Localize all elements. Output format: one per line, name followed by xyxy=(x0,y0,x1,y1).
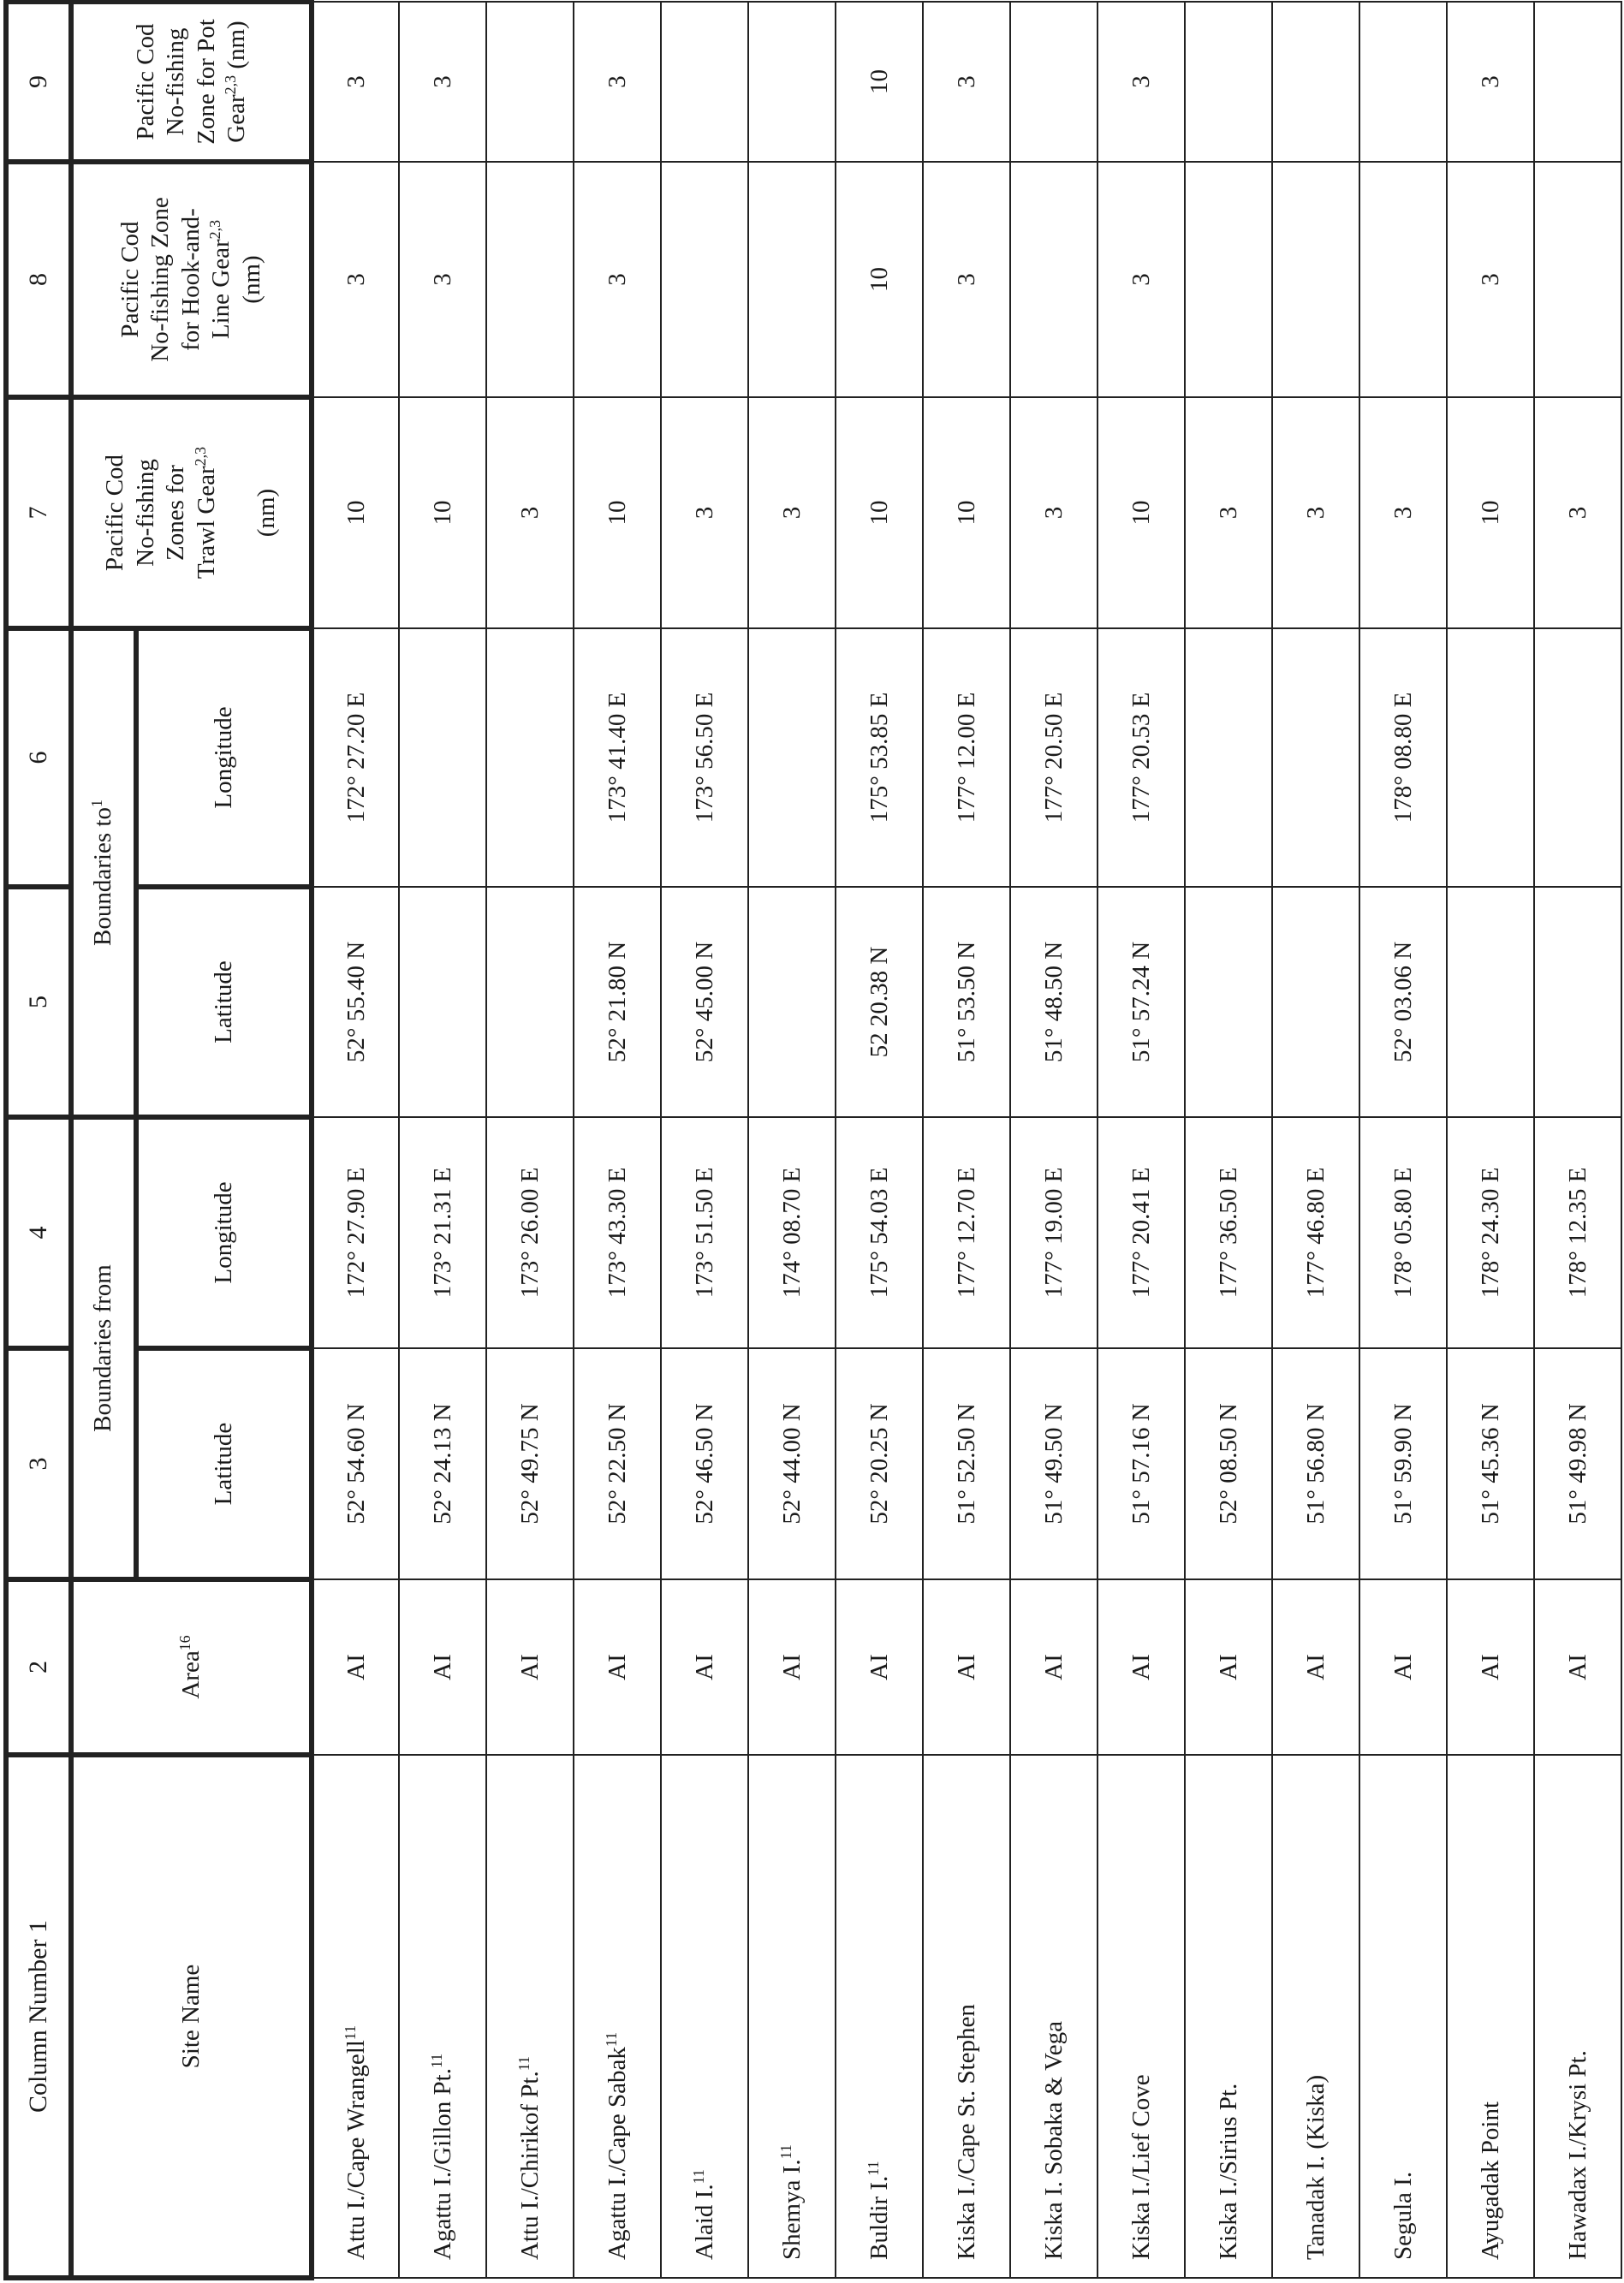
from-lon-cell: 177° 12.70 E xyxy=(923,1117,1010,1348)
from-lat-cell: 52° 24.13 N xyxy=(399,1348,486,1579)
area-cell: AI xyxy=(1272,1579,1359,1755)
pot-cell xyxy=(1534,2,1621,162)
to-lon-cell xyxy=(1534,628,1621,887)
site-name-text: Attu I./Cape Wrangell xyxy=(342,2040,370,2260)
from-lon-cell: 178° 24.30 E xyxy=(1447,1117,1534,1348)
from-lat-cell: 51° 45.36 N xyxy=(1447,1348,1534,1579)
area-cell: AI xyxy=(1359,1579,1447,1755)
hook-cell: 10 xyxy=(836,162,923,397)
hook-cell xyxy=(748,162,836,397)
site-name-text: Buldir I. xyxy=(865,2175,893,2260)
site-name-cell xyxy=(1098,1755,1185,2278)
site-footnote: 11 xyxy=(341,2024,359,2041)
area-cell: AI xyxy=(748,1579,836,1755)
to-lat-cell: 51° 48.50 N xyxy=(1010,887,1098,1117)
from-lat-cell: 51° 49.50 N xyxy=(1010,1348,1098,1579)
site-footnote: 11 xyxy=(602,2031,620,2048)
area-header xyxy=(71,1579,312,1755)
trawl-cell: 10 xyxy=(312,397,399,628)
area-cell: AI xyxy=(574,1579,661,1755)
boundaries-to-footnote: 1 xyxy=(88,800,106,808)
trawl-cell: 10 xyxy=(923,397,1010,628)
trawl-header-line4: Trawl Gear xyxy=(192,466,220,580)
from-lat-cell: 52° 54.60 N xyxy=(312,1348,399,1579)
site-footnote: 11 xyxy=(776,2144,794,2160)
site-name-text: Ayugadak Point xyxy=(1476,2101,1504,2260)
column-number-7: 7 xyxy=(6,397,71,628)
from-lon-cell: 173° 26.00 E xyxy=(486,1117,574,1348)
site-name-text: Agattu I./Gillon Pt. xyxy=(428,2068,456,2260)
to-lon-cell xyxy=(1272,628,1359,887)
hook-cell xyxy=(1272,162,1359,397)
to-lon-cell xyxy=(1185,628,1272,887)
from-lon-cell: 177° 20.41 E xyxy=(1098,1117,1185,1348)
site-name-text: Segula I. xyxy=(1389,2171,1417,2260)
area-cell: AI xyxy=(923,1579,1010,1755)
site-name-cell xyxy=(836,1755,923,2278)
to-longitude-header: Longitude xyxy=(136,628,312,887)
pot-cell: 3 xyxy=(923,2,1010,162)
hook-header-footnote: 2,3 xyxy=(206,219,224,240)
area-cell: AI xyxy=(1447,1579,1534,1755)
to-lat-cell: 52° 45.00 N xyxy=(661,887,748,1117)
to-lon-cell: 178° 08.80 E xyxy=(1359,628,1447,887)
from-lat-cell: 52° 22.50 N xyxy=(574,1348,661,1579)
to-lat-cell xyxy=(748,887,836,1117)
table-row xyxy=(1534,2,1621,2278)
to-lon-cell: 173° 56.50 E xyxy=(661,628,748,887)
column-number-row xyxy=(6,2,71,2278)
column-number-5: 5 xyxy=(6,887,71,1117)
hook-header-line3: for Hook-and- xyxy=(176,208,205,351)
area-header-footnote: 16 xyxy=(175,1635,193,1651)
hook-cell: 3 xyxy=(1098,162,1185,397)
table-row xyxy=(1272,2,1359,2278)
hook-and-line-gear-header xyxy=(71,162,312,397)
hook-cell: 3 xyxy=(574,162,661,397)
from-lat-cell: 51° 59.90 N xyxy=(1359,1348,1447,1579)
trawl-cell: 3 xyxy=(748,397,836,628)
pot-cell xyxy=(1010,2,1098,162)
to-lat-cell: 52° 55.40 N xyxy=(312,887,399,1117)
trawl-cell: 10 xyxy=(1447,397,1534,628)
header-row-1 xyxy=(71,2,136,2278)
hook-header-line2: No-fishing Zone xyxy=(146,197,175,362)
from-lat-cell: 52° 46.50 N xyxy=(661,1348,748,1579)
trawl-cell: 3 xyxy=(1359,397,1447,628)
pot-cell: 10 xyxy=(836,2,923,162)
table-row xyxy=(661,2,748,2278)
pot-header-line2: No-fishing xyxy=(162,27,190,136)
trawl-cell: 3 xyxy=(1534,397,1621,628)
trawl-cell: 10 xyxy=(399,397,486,628)
site-name-cell xyxy=(574,1755,661,2278)
from-lat-cell: 52° 20.25 N xyxy=(836,1348,923,1579)
hook-cell xyxy=(1185,162,1272,397)
table-row xyxy=(399,2,486,2278)
from-lat-cell: 51° 56.80 N xyxy=(1272,1348,1359,1579)
from-lon-cell: 177° 19.00 E xyxy=(1010,1117,1098,1348)
pot-cell: 3 xyxy=(399,2,486,162)
to-lon-cell: 175° 53.85 E xyxy=(836,628,923,887)
table-row xyxy=(1185,2,1272,2278)
to-lat-cell: 52° 03.06 N xyxy=(1359,887,1447,1117)
to-lat-cell: 52° 21.80 N xyxy=(574,887,661,1117)
site-name-text: Agattu I./Cape Sabak xyxy=(603,2047,631,2260)
pot-cell xyxy=(1185,2,1272,162)
site-footnote: 11 xyxy=(427,2053,445,2069)
hook-cell xyxy=(1010,162,1098,397)
trawl-cell: 10 xyxy=(1098,397,1185,628)
trawl-header-footnote: 2,3 xyxy=(191,446,209,467)
table-row xyxy=(836,2,923,2278)
trawl-header-unit: (nm) xyxy=(253,488,281,538)
table-row xyxy=(574,2,661,2278)
column-number-8: 8 xyxy=(6,162,71,397)
column-number-9: 9 xyxy=(6,2,71,162)
site-name-text: Shemya I. xyxy=(777,2159,806,2260)
column-number-3: 3 xyxy=(6,1348,71,1579)
site-name-cell xyxy=(748,1755,836,2278)
hook-header-line4: Line Gear xyxy=(207,239,235,340)
site-table xyxy=(3,0,1622,2280)
to-lat-cell xyxy=(1272,887,1359,1117)
to-lat-cell xyxy=(1447,887,1534,1117)
table-row xyxy=(1098,2,1185,2278)
to-lon-cell: 173° 41.40 E xyxy=(574,628,661,887)
pot-gear-header xyxy=(71,2,312,162)
table-row xyxy=(1010,2,1098,2278)
hook-cell: 3 xyxy=(1447,162,1534,397)
from-lat-cell: 51° 49.98 N xyxy=(1534,1348,1621,1579)
site-name-text: Kiska I./Sirius Pt. xyxy=(1214,2083,1242,2260)
table-row xyxy=(748,2,836,2278)
pot-header-unit: (nm) xyxy=(222,21,250,69)
pot-cell: 3 xyxy=(312,2,399,162)
trawl-header-line3: Zones for xyxy=(162,465,190,561)
pot-cell: 3 xyxy=(574,2,661,162)
from-lat-cell: 52° 49.75 N xyxy=(486,1348,574,1579)
site-name-text: Hawadax I./Krysi Pt. xyxy=(1563,2050,1591,2260)
boundaries-to-text: Boundaries to xyxy=(89,807,117,946)
pot-cell xyxy=(486,2,574,162)
pot-cell: 3 xyxy=(1447,2,1534,162)
to-lat-cell xyxy=(399,887,486,1117)
trawl-cell: 10 xyxy=(574,397,661,628)
from-lat-cell: 51° 57.16 N xyxy=(1098,1348,1185,1579)
area-cell: AI xyxy=(836,1579,923,1755)
to-lat-cell: 51° 57.24 N xyxy=(1098,887,1185,1117)
trawl-cell: 3 xyxy=(1185,397,1272,628)
pot-header-line1: Pacific Cod xyxy=(131,23,159,140)
site-name-cell xyxy=(1447,1755,1534,2278)
trawl-cell: 3 xyxy=(1272,397,1359,628)
to-lon-cell xyxy=(486,628,574,887)
to-latitude-header: Latitude xyxy=(136,887,312,1117)
hook-cell xyxy=(1359,162,1447,397)
site-name-cell xyxy=(1272,1755,1359,2278)
site-name-cell xyxy=(1010,1755,1098,2278)
table-row xyxy=(1359,2,1447,2278)
table-row xyxy=(312,2,399,2278)
from-lat-cell: 52° 44.00 N xyxy=(748,1348,836,1579)
site-name-cell xyxy=(399,1755,486,2278)
area-cell: AI xyxy=(1185,1579,1272,1755)
site-name-cell xyxy=(312,1755,399,2278)
area-header-text: Area xyxy=(176,1650,205,1699)
site-name-cell xyxy=(1185,1755,1272,2278)
trawl-cell: 3 xyxy=(1010,397,1098,628)
site-footnote: 11 xyxy=(864,2161,882,2176)
table-row xyxy=(1447,2,1534,2278)
column-number-4: 4 xyxy=(6,1117,71,1348)
hook-cell: 3 xyxy=(399,162,486,397)
area-cell: AI xyxy=(1098,1579,1185,1755)
pot-cell: 3 xyxy=(1098,2,1185,162)
area-cell: AI xyxy=(486,1579,574,1755)
area-cell: AI xyxy=(1534,1579,1621,1755)
boundaries-from-header: Boundaries from xyxy=(71,1117,136,1579)
to-lon-cell: 172° 27.20 E xyxy=(312,628,399,887)
trawl-cell: 3 xyxy=(486,397,574,628)
trawl-header-line2: No-fishing xyxy=(131,459,159,567)
to-lat-cell: 51° 53.50 N xyxy=(923,887,1010,1117)
area-cell: AI xyxy=(312,1579,399,1755)
from-lon-cell: 178° 05.80 E xyxy=(1359,1117,1447,1348)
from-lon-cell: 173° 43.30 E xyxy=(574,1117,661,1348)
to-lon-cell: 177° 20.53 E xyxy=(1098,628,1185,887)
pot-cell xyxy=(1359,2,1447,162)
pot-header-footnote: 2,3 xyxy=(222,74,239,95)
site-name-cell xyxy=(923,1755,1010,2278)
to-lon-cell xyxy=(1447,628,1534,887)
site-name-cell xyxy=(1534,1755,1621,2278)
hook-cell xyxy=(661,162,748,397)
pot-header-line4: Gear xyxy=(222,94,250,143)
from-lat-cell: 52° 08.50 N xyxy=(1185,1348,1272,1579)
trawl-cell: 10 xyxy=(836,397,923,628)
area-cell: AI xyxy=(661,1579,748,1755)
table-row xyxy=(486,2,574,2278)
from-lon-cell: 177° 36.50 E xyxy=(1185,1117,1272,1348)
hook-cell: 3 xyxy=(923,162,1010,397)
hook-cell xyxy=(486,162,574,397)
site-name-text: Attu I./Chirikof Pt. xyxy=(515,2071,544,2260)
site-name-cell xyxy=(661,1755,748,2278)
site-name-text: Kiska I. Sobaka & Vega xyxy=(1039,2021,1068,2260)
site-name-cell xyxy=(486,1755,574,2278)
from-lon-cell: 178° 12.35 E xyxy=(1534,1117,1621,1348)
area-cell: AI xyxy=(399,1579,486,1755)
boundaries-to-header xyxy=(71,628,136,1117)
site-name-text: Kiska I./Cape St. Stephen xyxy=(952,2004,980,2260)
site-footnote: 11 xyxy=(689,2169,707,2185)
to-lat-cell xyxy=(486,887,574,1117)
to-lon-cell: 177° 20.50 E xyxy=(1010,628,1098,887)
pot-cell xyxy=(1272,2,1359,162)
from-lon-cell: 173° 21.31 E xyxy=(399,1117,486,1348)
column-number-1: Column Number 1 xyxy=(6,1755,71,2278)
to-lon-cell xyxy=(748,628,836,887)
site-name-text: Alaid I. xyxy=(690,2184,718,2260)
to-lon-cell: 177° 12.00 E xyxy=(923,628,1010,887)
from-lon-cell: 177° 46.80 E xyxy=(1272,1117,1359,1348)
site-name-cell xyxy=(1359,1755,1447,2278)
hook-header-line1: Pacific Cod xyxy=(116,221,145,338)
column-number-6: 6 xyxy=(6,628,71,887)
trawl-gear-header xyxy=(71,397,312,628)
hook-cell xyxy=(1534,162,1621,397)
from-longitude-header: Longitude xyxy=(136,1117,312,1348)
site-rows xyxy=(312,2,1621,2278)
to-lon-cell xyxy=(399,628,486,887)
from-lon-cell: 172° 27.90 E xyxy=(312,1117,399,1348)
from-lon-cell: 174° 08.70 E xyxy=(748,1117,836,1348)
to-lat-cell xyxy=(1185,887,1272,1117)
column-number-2: 2 xyxy=(6,1579,71,1755)
pot-cell xyxy=(661,2,748,162)
trawl-header-line1: Pacific Cod xyxy=(101,454,129,572)
from-lon-cell: 175° 54.03 E xyxy=(836,1117,923,1348)
site-name-text: Kiska I./Lief Cove xyxy=(1127,2074,1155,2260)
site-name-text: Tanadak I. (Kiska) xyxy=(1301,2074,1330,2260)
hook-cell: 3 xyxy=(312,162,399,397)
hook-header-unit: (nm) xyxy=(237,255,265,304)
site-name-header: Site Name xyxy=(71,1755,312,2278)
table-row xyxy=(923,2,1010,2278)
area-cell: AI xyxy=(1010,1579,1098,1755)
trawl-cell: 3 xyxy=(661,397,748,628)
from-lon-cell: 173° 51.50 E xyxy=(661,1117,748,1348)
site-footnote: 11 xyxy=(515,2055,532,2072)
pot-header-line3: Zone for Pot xyxy=(192,19,220,145)
to-lat-cell xyxy=(1534,887,1621,1117)
pot-cell xyxy=(748,2,836,162)
from-lat-cell: 51° 52.50 N xyxy=(923,1348,1010,1579)
from-latitude-header: Latitude xyxy=(136,1348,312,1579)
to-lat-cell: 52 20.38 N xyxy=(836,887,923,1117)
